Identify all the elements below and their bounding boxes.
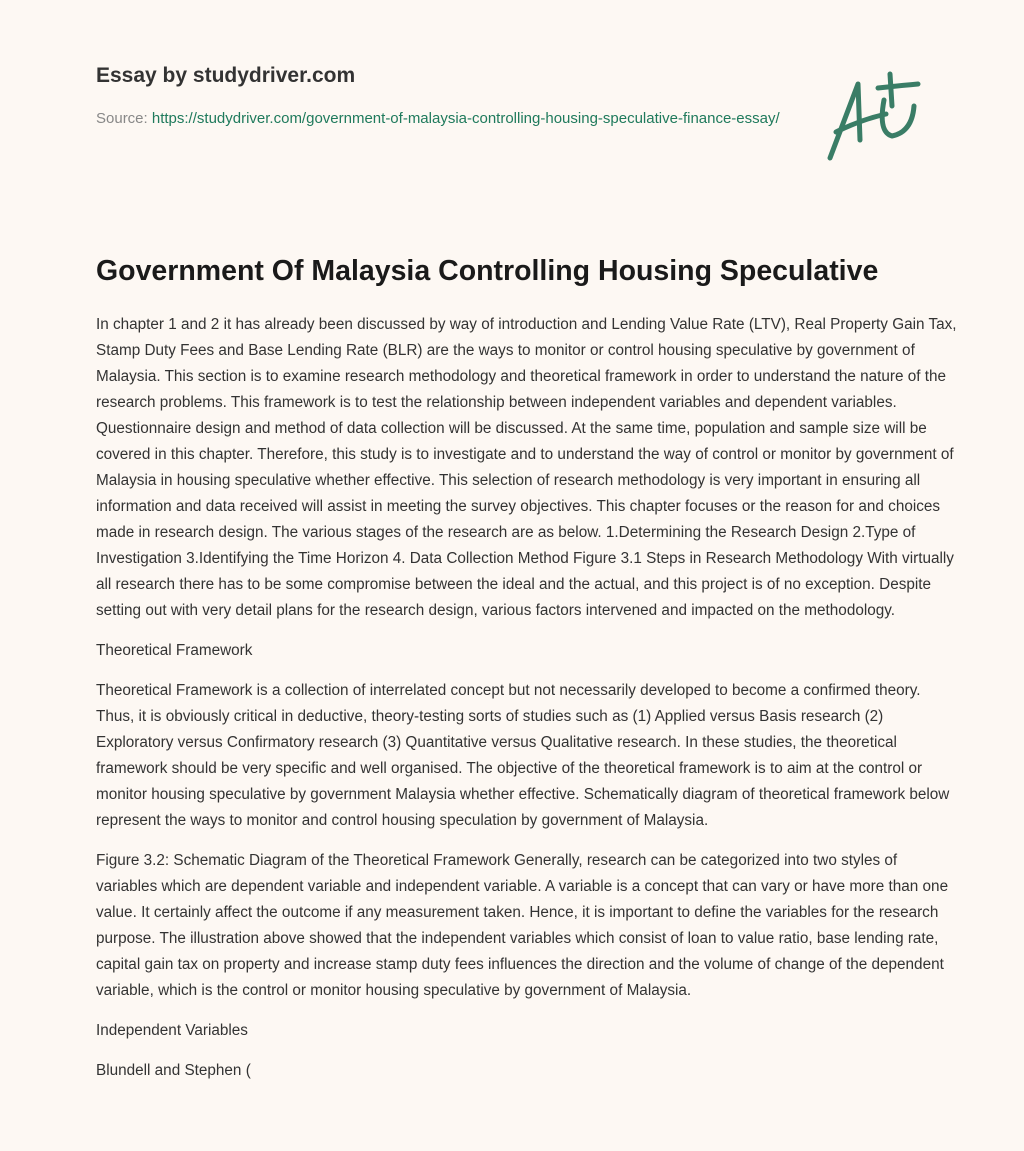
page-header — [96, 64, 796, 132]
paragraph: In chapter 1 and 2 it has already been discussed by way of introduction and Lending Value Rate (LTV), Real Property Gain Tax, Stamp Duty Fees and Base Lending Rate (BLR) are the ways to monitor or control housing speculative by government of Malaysia. This section is to examine research methodology and theoretical framework in order to understand the nature of the research problems. This framework is to test the relationship between independent variables and dependent variables. Questionnaire design and method of data collection will be discussed. At the same time, population and sample size will be covered in this chapter. Therefore, this study is to investigate and to understand the way of control or monitor by government of Malaysia in housing speculative whether effective. This selection of research methodology is very important in ensuring all information and data received will assist in meeting the survey objectives. This chapter focuses or the reason for and choices made in research design. The various stages of the research are as below. 1.Determining the Research Design 2.Type of Investigation 3.Identifying the Time Horizon 4. Data Collection Method Figure 3.1 Steps in Research Methodology With virtually all research there has to be some compromise between the ideal and the actual, and this project is of no exception. Despite setting out with very detail plans for the research design, various factors intervened and impacted on the methodology. — [96, 316, 957, 619]
section-heading: Theoretical Framework — [96, 642, 253, 659]
paragraph: Blundell and Stephen ( — [96, 1062, 251, 1079]
source-label: Source: — [96, 110, 152, 127]
essay-body — [96, 312, 958, 1098]
source-line — [96, 106, 796, 132]
source-link[interactable]: https://studydriver.com/government-of-malaysia-controlling-housing-speculative-finance-essay/ — [151, 110, 780, 127]
section-heading: Independent Variables — [96, 1022, 248, 1039]
paragraph: Theoretical Framework is a collection of interrelated concept but not necessarily developed to become a confirmed theory. Thus, it is obviously critical in deductive, theory-testing sorts of studies such as (1) Applied versus Basis research (2) Exploratory versus Confirmatory research (3) Quantitative versus Qualitative research. In these studies, the theoretical framework should be very specific and well organised. The objective of the theoretical framework is to aim at the control or monitor housing speculative by government Malaysia whether effective. Schematically diagram of theoretical framework below represent the ways to monitor and control housing speculation by government of Malaysia. — [96, 682, 950, 829]
a-plus-logo-icon — [820, 70, 930, 170]
essay-title: Government Of Malaysia Controlling Housing Speculative — [96, 255, 879, 287]
paragraph: Figure 3.2: Schematic Diagram of the Theoretical Framework Generally, research can be categorized into two styles of variables which are dependent variable and independent variable. A variable is a concept that can vary or have more than one value. It certainly affect the outcome if any measurement taken. Hence, it is important to define the variables for the research purpose. The illustration above showed that the independent variables which consist of loan to value ratio, base lending rate, capital gain tax on property and increase stamp duty fees influences the direction and the volume of change of the dependent variable, which is the control or monitor housing speculative by government of Malaysia. — [96, 852, 949, 999]
brand-title: Essay by studydriver.com — [96, 64, 356, 87]
